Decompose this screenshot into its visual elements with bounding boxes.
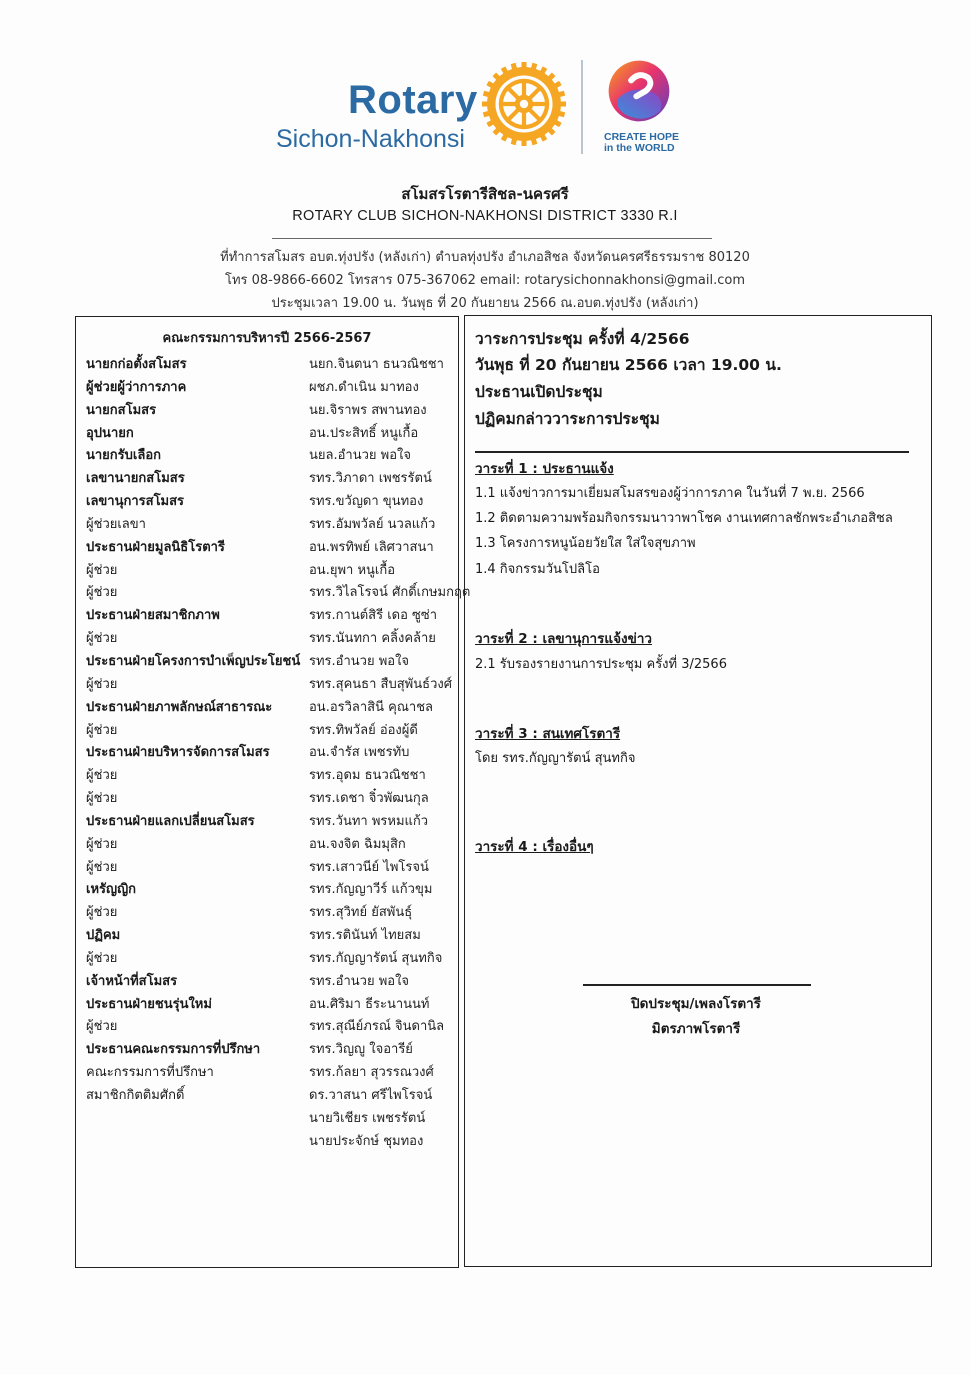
committee-member-name: รทร.กานต์สิรี เดอ ซูซ่า (309, 608, 437, 624)
committee-role: ประธานฝ่ายภาพลักษณ์สาธารณะ (86, 699, 273, 715)
committee-row (86, 720, 456, 743)
agenda-opening: ประธานเปิดประชุม (475, 383, 603, 401)
logo-wordmark: Rotary (348, 78, 478, 122)
club-name-thai: สโมสรโรตารีสิชล-นครศรี (401, 185, 569, 203)
committee-role: ผู้ช่วย (86, 722, 118, 738)
committee-role: เลขานุการสโมสร (86, 494, 185, 510)
committee-row (86, 537, 456, 560)
committee-member-name: รทร.วิญญู ใจอารีย์ (309, 1042, 413, 1058)
committee-role: ประธานฝ่ายชนรุ่นใหม่ (86, 996, 212, 1012)
committee-roster (86, 354, 471, 1154)
committee-role: ประธานฝ่ายบริหารจัดการสโมสร (86, 745, 270, 761)
create-hope-emblem-icon (606, 58, 672, 124)
committee-row (86, 674, 456, 697)
committee-role: ผู้ช่วย (86, 562, 118, 578)
committee-row (86, 788, 456, 811)
committee-member-name: รทร.สุคนธา สืบสุพันธ์วงศ์ (309, 676, 452, 692)
committee-member-name: รทร.วิไลโรจน์ ศักดิ์เกษมกฤต (309, 585, 471, 601)
committee-member-name: รทร.สุวิทย์ ยัสพันธุ์ (309, 905, 413, 921)
committee-row (86, 857, 456, 880)
section-1-item: 1.3 โครงการหนูน้อยวัยใส ใส่ใจสุขภาพ (475, 536, 696, 551)
section-2-title: วาระที่ 2 : เลขานุการแจ้งข่าว (475, 631, 652, 647)
slogan-line-1: CREATE HOPE (604, 131, 680, 143)
committee-role: ผู้ช่วย (86, 768, 118, 784)
committee-role: ปฏิคม (86, 928, 121, 944)
header-divider (272, 238, 712, 239)
committee-row (86, 582, 471, 605)
committee-member-name: รทร.เดชา จิ๋วพัฒนกุล (309, 791, 429, 807)
committee-panel (75, 316, 471, 1268)
committee-row (86, 468, 456, 491)
committee-role: เลขานายกสโมสร (86, 471, 185, 487)
committee-member-name: รทร.ขวัญดา ขุนทอง (309, 494, 424, 510)
committee-role: ผู้ช่วย (86, 836, 118, 852)
committee-row (86, 811, 456, 834)
section-2-item: 2.1 รับรองรายงานการประชุม ครั้งที่ 3/2566 (475, 657, 727, 672)
committee-row (86, 971, 456, 994)
committee-row (86, 1039, 456, 1062)
committee-member-name: รทร.สุณีย์ภรณ์ จินดานิล (309, 1019, 445, 1035)
committee-row (86, 697, 456, 720)
committee-title: คณะกรรมการบริหารปี 2566-2567 (162, 331, 372, 346)
committee-member-name: รทร.กัญญารัตน์ สุนทกิจ (309, 950, 443, 966)
committee-role: ผู้ช่วย (86, 859, 118, 875)
committee-role: ประธานคณะกรรมการที่ปรึกษา (86, 1042, 261, 1058)
rotary-wheel-icon (482, 62, 566, 146)
committee-member-name: อน.จำรัส เพชรทับ (309, 745, 410, 761)
slogan-line-2: in the WORLD (604, 142, 675, 154)
committee-row (86, 1016, 456, 1039)
committee-member-name: รทร.รตินันท์ ไทยสม (309, 928, 421, 944)
agenda-date: วันพุธ ที่ 20 กันยายน 2566 เวลา 19.00 น. (475, 356, 782, 374)
committee-member-name: รทร.เสาวนีย์ ไพโรจน์ (309, 859, 429, 875)
committee-role: นายกก่อตั้งสโมสร (86, 357, 187, 372)
agenda-divider (475, 451, 909, 453)
club-address: ที่ทำการสโมสร อบต.ทุ่งปรัง (หลังเก่า) ตำบลทุ่งปรัง อำเภอสิชล จังหวัดนครศรีธรรมราช 80120 (220, 250, 750, 265)
logo-club-name: Sichon-Nakhonsi (276, 125, 465, 153)
logo-block (276, 58, 696, 158)
committee-role: ผู้ช่วย (86, 905, 118, 921)
club-name-english: ROTARY CLUB SICHON-NAKHONSI DISTRICT 3330 R.I (292, 208, 678, 224)
committee-row (86, 628, 456, 651)
committee-role: ประธานฝ่ายมูลนิธิโรตารี (86, 539, 225, 555)
committee-row (86, 400, 456, 423)
committee-role: ประธานฝ่ายสมาชิกภาพ (86, 608, 220, 624)
committee-row (86, 1062, 456, 1085)
section-4-title: วาระที่ 4 : เรื่องอื่นๆ (475, 839, 594, 855)
committee-row (86, 1108, 456, 1131)
committee-row (86, 925, 456, 948)
meeting-info: ประชุมเวลา 19.00 น. วันพุธ ที่ 20 กันยายน 2566 ณ.อบต.ทุ่งปรัง (หลังเก่า) (271, 296, 699, 311)
committee-role: นายกสโมสร (86, 402, 157, 418)
committee-role: ประธานฝ่ายโครงการบำเพ็ญประโยชน์ (86, 653, 301, 669)
committee-row (86, 834, 456, 857)
committee-member-name: อน.ยุพา หนูเกื้อ (309, 562, 396, 578)
committee-row (86, 491, 456, 514)
committee-member-name: ผชภ.ดำเนิน มาทอง (309, 379, 419, 395)
committee-row (86, 902, 456, 925)
committee-member-name: รทร.อัมพวัลย์ นวลแก้ว (309, 516, 436, 532)
committee-row (86, 1085, 456, 1108)
committee-row (86, 354, 456, 377)
committee-role: ผู้ช่วย (86, 791, 118, 807)
committee-row (86, 605, 456, 628)
committee-row (86, 994, 456, 1017)
committee-member-name: นายประจักษ์ ชุมทอง (309, 1133, 424, 1149)
committee-row (86, 948, 456, 971)
section-3-item: โดย รทร.กัญญารัตน์ สุนทกิจ (475, 751, 636, 766)
committee-role: ประธานฝ่ายแลกเปลี่ยนสโมสร (86, 813, 255, 829)
committee-role: เหรัญญิก (86, 882, 137, 898)
committee-member-name: นยก.จินตนา ธนวณิชชา (309, 357, 444, 372)
committee-member-name: รทร.อำนวย พอใจ (309, 653, 410, 669)
slogan-text (604, 132, 679, 154)
section-3-title: วาระที่ 3 : สนเทศโรตารี (475, 726, 621, 742)
committee-member-name: อน.จงจิต ฉิมมุสิก (309, 836, 406, 852)
committee-member-name: รทร.ก้ลยา สุวรรณวงศ์ (309, 1065, 434, 1081)
committee-role: นายกรับเลือก (86, 448, 161, 464)
committee-member-name: อน.อรวิลาสินี คุณาชล (309, 699, 433, 715)
committee-row (86, 423, 456, 446)
committee-member-name: อน.พรทิพย์ เลิศวาสนา (309, 539, 434, 555)
committee-row (86, 377, 456, 400)
committee-member-name: อน.ศิริมา ธีระนานนท์ (309, 996, 430, 1012)
committee-role: ผู้ช่วย (86, 631, 118, 647)
committee-row (86, 651, 456, 674)
committee-member-name: นยล.อำนวย พอใจ (309, 448, 411, 464)
section-1-item: 1.2 ติดตามความพร้อมกิจกรรมนาวาพาโชค งานเทศกาลชักพระอำเภอสิชล (475, 511, 893, 526)
committee-role: สมาชิกกิตติมศักดิ์ (86, 1088, 185, 1103)
committee-member-name: นายวิเชียร เพชรรัตน์ (309, 1110, 426, 1126)
committee-role: ผู้ช่วยผู้ว่าการภาค (86, 379, 187, 395)
committee-member-name: นย.จิราพร สพานทอง (309, 402, 427, 418)
committee-role: อุปนายก (86, 425, 134, 441)
committee-role: ผู้ช่วย (86, 676, 118, 692)
closing-divider (583, 984, 811, 986)
committee-row (86, 514, 456, 537)
section-1-item: 1.4 กิจกรรมวันโปลิโอ (475, 562, 600, 577)
committee-role: เจ้าหน้าที่สโมสร (86, 973, 178, 989)
logo-divider (581, 60, 583, 154)
agenda-panel (464, 315, 932, 1267)
committee-member-name: รทร.นันทกา คลิ้งคล้าย (309, 631, 436, 647)
committee-member-name: อน.ประสิทธิ์ หนูเกื้อ (309, 425, 419, 441)
closing-line-1: ปิดประชุม/เพลงโรตารี (631, 996, 761, 1012)
section-1-title: วาระที่ 1 : ประธานแจ้ง (475, 461, 614, 477)
committee-member-name: รทร.วิภาดา เพชรรัตน์ (309, 471, 432, 487)
section-1-item: 1.1 แจ้งข่าวการมาเยี่ยมสโมสรของผู้ว่าการภาค ในวันที่ 7 พ.ย. 2566 (475, 486, 865, 501)
committee-role: ผู้ช่วย (86, 1019, 118, 1035)
committee-role: ผู้ช่วย (86, 950, 118, 966)
committee-row (86, 742, 456, 765)
committee-row (86, 879, 456, 902)
closing-line-2: มิตรภาพโรตารี (651, 1021, 741, 1037)
committee-row (86, 560, 456, 583)
committee-row (86, 765, 456, 788)
committee-row (86, 1131, 456, 1154)
committee-member-name: รทร.กัญญาวีร์ แก้วขุม (309, 882, 433, 898)
committee-member-name: รทร.ทิพวัลย์ อ่องผู้ดี (309, 722, 418, 738)
committee-member-name: รทร.อุดม ธนวณิชชา (309, 768, 426, 784)
club-contact: โทร 08-9866-6602 โทรสาร 075-367062 email: rotarysichonnakhonsi@gmail.com (224, 273, 746, 288)
agenda-title: วาระการประชุม ครั้งที่ 4/2566 (475, 330, 690, 348)
agenda-host-speech: ปฏิคมกล่าววาระการประชุม (475, 410, 660, 428)
committee-member-name: ดร.วาสนา ศรีไพโรจน์ (309, 1088, 433, 1103)
committee-row (86, 445, 456, 468)
committee-role: ผู้ช่วย (86, 585, 118, 601)
committee-member-name: รทร.วันทา พรหมแก้ว (309, 813, 429, 829)
committee-member-name: รทร.อำนวย พอใจ (309, 973, 410, 989)
committee-role: ผู้ช่วยเลขา (86, 516, 146, 532)
committee-role: คณะกรรมการที่ปรึกษา (86, 1065, 214, 1081)
